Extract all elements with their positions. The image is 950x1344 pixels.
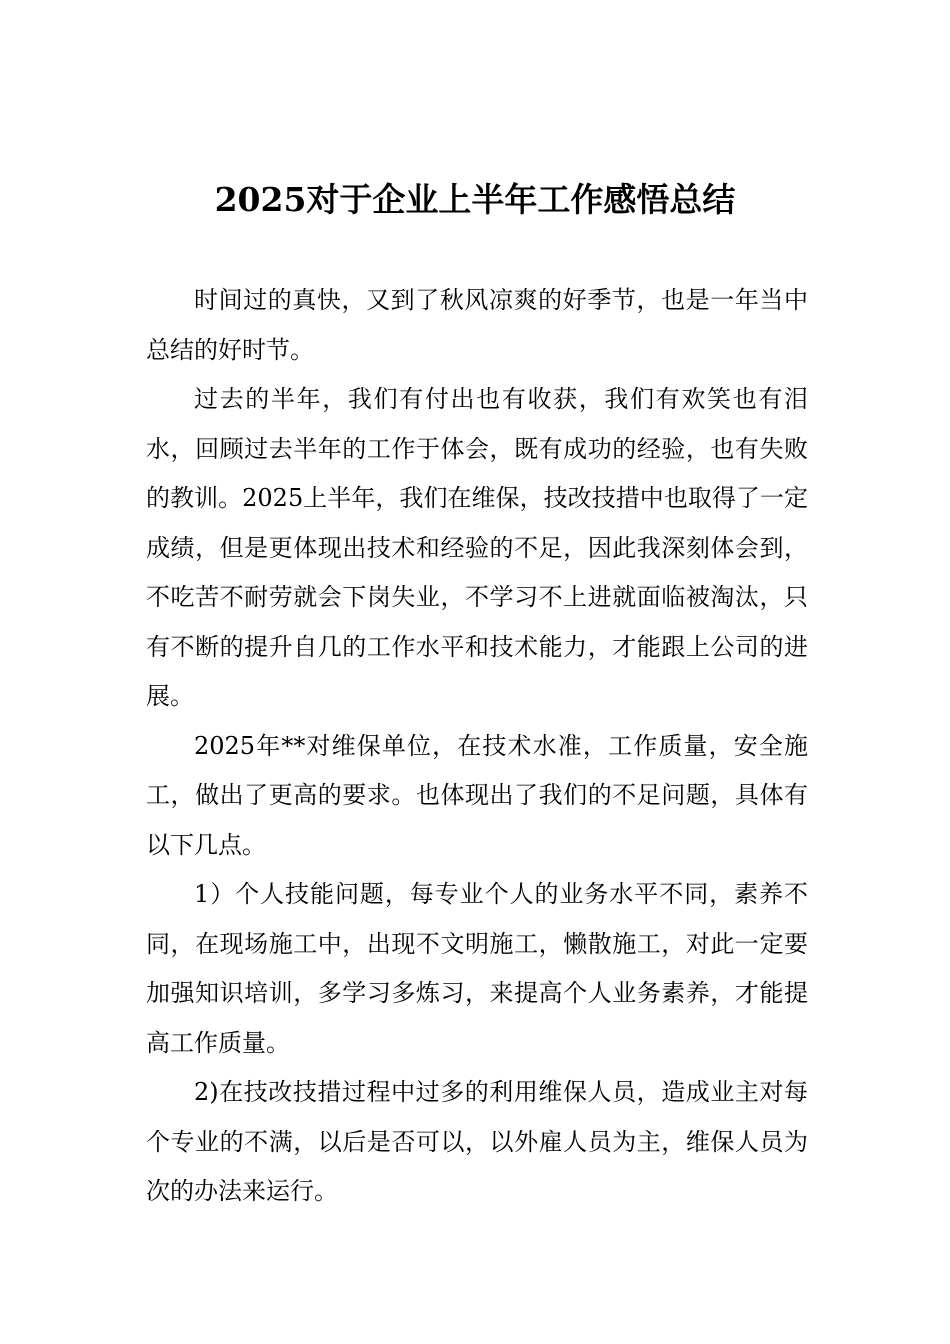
paragraph-4: 1）个人技能问题，每专业个人的业务水平不同，素养不同，在现场施工中，出现不文明施工，懒散施工，对此一定要加强知识培训，多学习多炼习，来提高个人业务素养，才能提高工作质量。 — [146, 880, 808, 1057]
paragraph-5: 2)在技改技措过程中过多的利用维保人员，造成业主对每个专业的不满，以后是否可以，以外雇人员为主，维保人员为次的办法来运行。 — [146, 1078, 808, 1205]
document-title: 2025对于企业上半年工作感悟总结 — [214, 180, 736, 219]
document-body — [146, 276, 808, 1217]
paragraph-2: 过去的半年，我们有付出也有收获，我们有欢笑也有泪水，回顾过去半年的工作于体会，既有成功的经验，也有失败的教训。2025上半年，我们在维保，技改技措中也取得了一定成绩，但是更体现出技术和经验的不足，因此我深刻体会到，不吃苦不耐劳就会下岗失业，不学习不上进就面临被淘汰，只有不断的提升自几的工作水平和技术能力，才能跟上公司的进展。 — [146, 385, 808, 710]
paragraph-3: 2025年**对维保单位，在技术水准，工作质量，安全施工，做出了更高的要求。也体现出了我们的不足问题，具体有以下几点。 — [146, 731, 808, 859]
paragraph-1: 时间过的真快，又到了秋风凉爽的好季节，也是一年当中总结的好时节。 — [146, 286, 808, 364]
